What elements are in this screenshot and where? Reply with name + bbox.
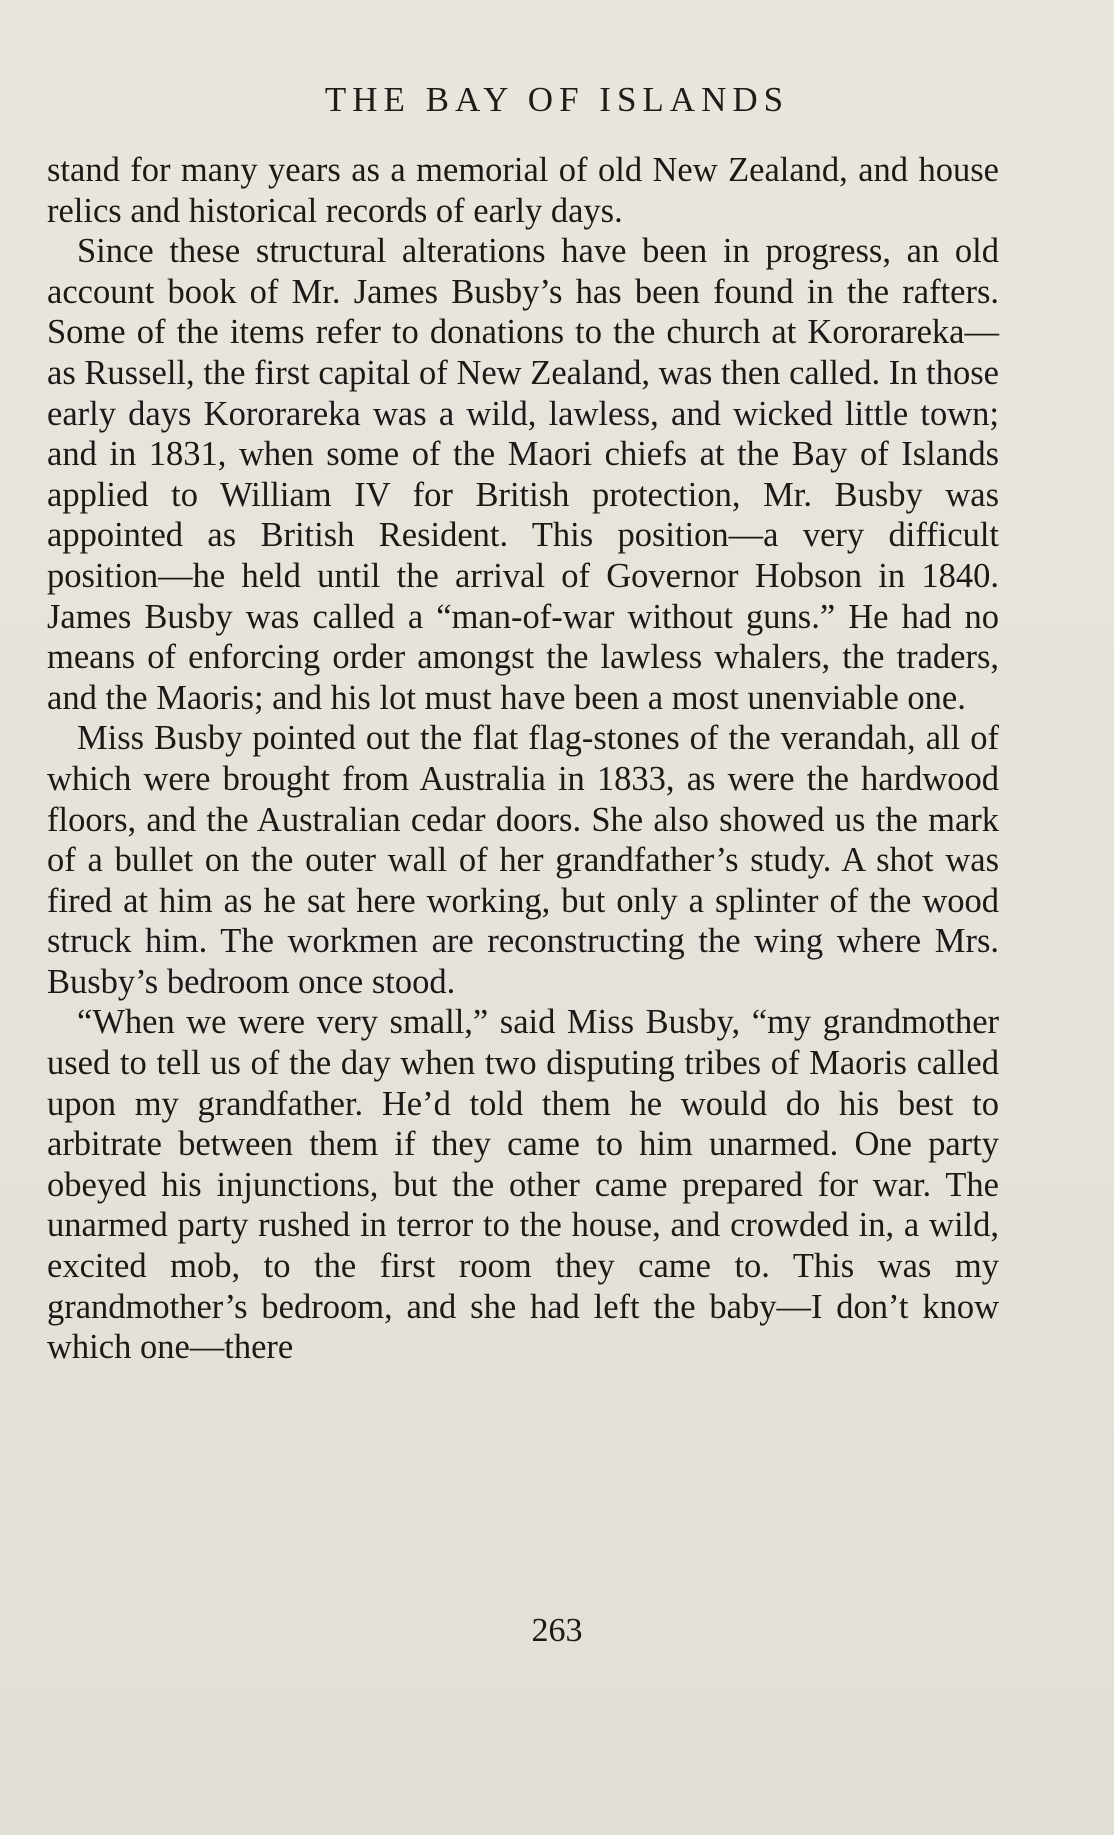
paragraph: stand for many years as a memorial of old New Zealand, and house relics and historical records of early days. [47,151,999,230]
running-head: THE BAY OF ISLANDS [324,80,790,119]
body-text [47,150,999,1368]
paragraph: Since these structural alterations have been in progress, an old account book of Mr. James Busby’s has been found in the rafters. Some of the items refer to donations to the church at Kororareka—as Russell, the first capital of New Zealand, was then called. In those early days Kororareka was a wild, lawless, and wicked little town; and in 1831, when some of the Maori chiefs at the Bay of Islands applied to William IV for British protection, Mr. Busby was appointed as British Resident. This position—a very difficult position—he held until the arrival of Governor Hobson in 1840. James Busby was called a “man-of-war without guns.” He had no means of enforcing order amongst the lawless whalers, the traders, and the Maoris; and his lot must have been a most unenviable one. [47,232,999,717]
page-number: 263 [531,1612,583,1649]
paragraph: Miss Busby pointed out the flat flag-stones of the verandah, all of which were brought from Australia in 1833, as were the hardwood floors, and the Australian cedar doors. She also showed us the mark of a bullet on the outer wall of her grandfather’s study. A shot was fired at him as he sat here working, but only a splinter of the wood struck him. The workmen are reconstructing the wing where Mrs. Busby’s bedroom once stood. [47,719,999,1001]
paragraph: “When we were very small,” said Miss Busby, “my grandmother used to tell us of the day when two disputing tribes of Maoris called upon my grandfather. He’d told them he would do his best to arbitrate between them if they came to him unarmed. One party obeyed his injunctions, but the other came prepared for war. The unarmed party rushed in terror to the house, and crowded in, a wild, excited mob, to the first room they came to. This was my grandmother’s bedroom, and she had left the baby—I don’t know which one—there [47,1003,999,1367]
